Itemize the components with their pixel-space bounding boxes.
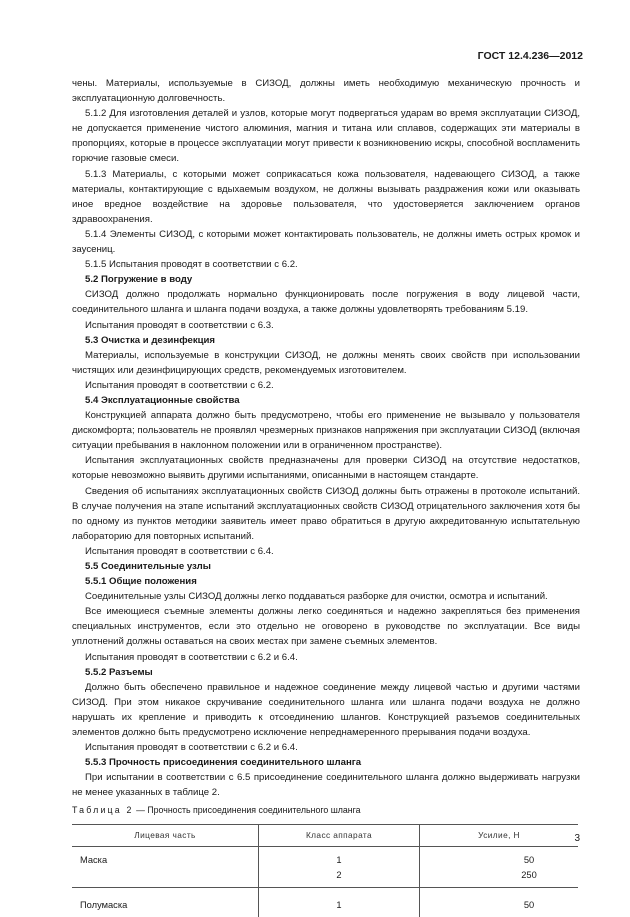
paragraph: Сведения об испытаниях эксплуатационных свойств СИЗОД должны быть отражены в протоколе испытаний. В случае получения на этапе испытаний эксплуатационных свойств СИЗОД отрицательного заключения хотя бы по одному из пунктов методики заявитель имеет право обратиться в другую аккредитованную испытательную лабораторию для повторных испытаний.	[72, 485, 580, 542]
paragraph: СИЗОД должно продолжать нормально функционировать после погружения в воду лицевой части, соединительного шланга и шланга подачи воздуха, а также должны удовлетворять требованиям 5.19.	[72, 289, 580, 316]
header-apparatus-class: Класс аппарата	[259, 824, 420, 846]
cell-force: 50	[420, 887, 579, 917]
section-heading: 5.4 Эксплуатационные свойства	[85, 394, 240, 406]
paragraph-list	[72, 76, 580, 801]
section-heading: 5.3 Очистка и дезинфекция	[85, 334, 216, 346]
paragraph: 5.1.4 Элементы СИЗОД, с которыми может контактировать пользователь, не должны иметь острых кромок и заусениц.	[72, 228, 580, 256]
cell-face-part: Полумаска	[80, 899, 128, 910]
strength-table	[72, 824, 578, 917]
page-number: 3	[574, 833, 580, 844]
section-heading: 5.5 Соединительные узлы	[85, 561, 211, 572]
section-heading: 5.2 Погружение в воду	[85, 274, 193, 286]
paragraph: Все имеющиеся съемные элементы должны легко соединяться и надежно закрепляться без применения специальных инструментов, если это отдельно не оговорено в руководстве по эксплуатации. Все виды уплотнений должны оставаться на своих местах при замене съемных элементов.	[72, 606, 580, 648]
header-force: Усилие, Н	[420, 824, 579, 846]
paragraph: Соединительные узлы СИЗОД должны легко поддаваться разборке для очистки, осмотра и испытаний.	[85, 591, 548, 603]
section-heading: 5.5.2 Разъемы	[85, 666, 153, 678]
paragraph: Испытания проводят в соответствии с 6.4.	[85, 545, 274, 557]
table-header-row	[72, 824, 578, 846]
paragraph: Должно быть обеспечено правильное и надежное соединение между лицевой частью и другими частями СИЗОД. При этом никакое скручивание соединительного шланга или шланга подачи воздуха не должно нарушать их крепление и приводить к отсоединению шлангов. Конструкцией разъемов соединительных элементов должно быть предусмотрено исключение непреднамеренного прерывания подачи воздуха.	[72, 681, 580, 739]
cell-apparatus-class: 1 2	[259, 846, 420, 887]
paragraph: 5.1.3 Материалы, с которыми может соприкасаться кожа пользователя, надевающего СИЗОД, а также материалы, контактирующие с вдыхаемым воздухом, не должны вызывать раздражения кожи или оказывать иное вредное воздействие на здоровье пользователя, что удостоверяется заключением органов здравоохранения.	[72, 168, 580, 225]
standard-designation: ГОСТ 12.4.236—2012	[477, 50, 583, 62]
table-row	[72, 887, 578, 917]
section-heading: 5.5.3 Прочность присоединения соединительного шланга	[85, 757, 362, 769]
paragraph: Испытания проводят в соответствии с 6.2 и 6.4.	[85, 651, 298, 663]
header-face-part: Лицевая часть	[72, 824, 259, 846]
paragraph: чены. Материалы, используемые в СИЗОД, должны иметь необходимую механическую прочность и эксплуатационную долговечность.	[72, 78, 580, 105]
section-heading: 5.5.1 Общие положения	[85, 576, 197, 588]
paragraph: Испытания проводят в соответствии с 6.2 и 6.4.	[85, 742, 298, 754]
cell-face-part: Маска	[72, 846, 259, 887]
table-caption	[72, 803, 580, 818]
cell-apparatus-class: 1	[259, 887, 420, 917]
paragraph: Испытания проводят в соответствии с 6.3.	[85, 319, 274, 331]
body-text	[72, 76, 580, 917]
cell-force: 50 250	[420, 846, 579, 887]
table-caption-text: — Прочность присоединения соединительного шланга	[133, 804, 361, 815]
table-caption-label: Таблица 2	[72, 804, 134, 815]
paragraph: 5.1.5 Испытания проводят в соответствии с 6.2.	[85, 259, 298, 271]
paragraph: Материалы, используемые в конструкции СИЗОД, не должны менять своих свойств при использовании чистящих или дезинфицирующих средств, рекомендуемых изготовителем.	[72, 349, 580, 376]
paragraph: Испытания эксплуатационных свойств предназначены для проверки СИЗОД на отсутствие недостатков, которые невозможно выявить другими испытаниями, описанными в настоящем стандарте.	[72, 455, 580, 482]
paragraph: Конструкцией аппарата должно быть предусмотрено, чтобы его применение не вызывало у пользователя дискомфорта; пользователь не проявлял чрезмерных признаков напряжения при эксплуатации СИЗОД (включая ситуации пребывания в наклонном положении или в ограниченном пространстве).	[72, 410, 580, 452]
paragraph: 5.1.2 Для изготовления деталей и узлов, которые могут подвергаться ударам во время эксплуатации СИЗОД, не допускается применение чистого алюминия, магния и титана или сплавов, содержащих эти материалы в пропорциях, которые в процессе эксплуатации могут привести к возникновению искры, способной воспламенить горючие газовые смеси.	[72, 108, 580, 165]
paragraph: При испытании в соответствии с 6.5 присоединение соединительного шланга должно выдерживать нагрузки не менее указанных в таблице 2.	[72, 772, 580, 799]
paragraph: Испытания проводят в соответствии с 6.2.	[85, 379, 274, 391]
table-row	[72, 846, 578, 887]
